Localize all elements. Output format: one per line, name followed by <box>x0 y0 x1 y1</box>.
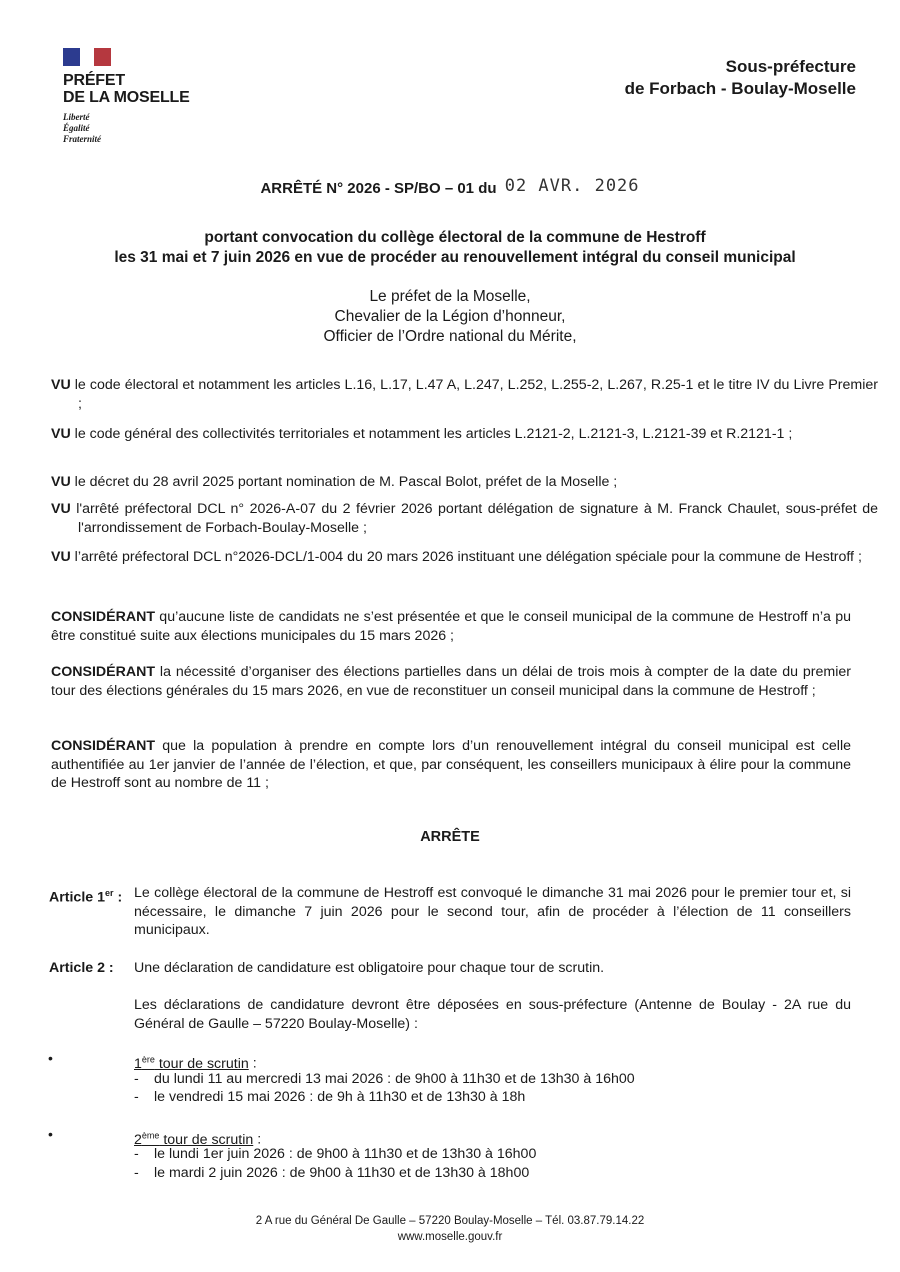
tour-label: tour de scrutin <box>159 1131 254 1148</box>
tour-label: tour de scrutin <box>154 1055 249 1072</box>
considerant-text: la nécessité d’organiser des élections partielles dans un délai de trois mois à compter de la date du premier tour des élections générales du 15 mars 2026, en vue de reconstituer un conseil municipal dans la commune de Hestroff ; <box>51 664 851 699</box>
article-1-label-text: Article 1 <box>49 889 105 906</box>
visa-item <box>51 376 878 413</box>
considerant-keyword: CONSIDÉRANT <box>51 609 156 625</box>
republic-motto <box>63 112 223 145</box>
article-1-text: Le collège électoral de la commune de Hestroff est convoqué le dimanche 31 mai 2026 pour le premier tour et, si nécessaire, le dimanche 7 juin 2026 pour le second tour, afin de procéder à l’élection de 11 conseillers municipaux. <box>134 885 851 938</box>
visa-item <box>51 473 878 492</box>
subpref-line-1: Sous-préfecture <box>725 57 856 76</box>
logo-title <box>63 72 223 106</box>
article-1-label <box>49 884 122 907</box>
decree-subject <box>40 228 870 268</box>
issuing-office <box>625 56 856 100</box>
subject-line-2: les 31 mai et 7 juin 2026 en vue de procéder au renouvellement intégral du conseil municipal <box>114 249 796 266</box>
prefect-line-1: Le préfet de la Moselle, <box>369 288 531 305</box>
date-stamp: 02 AVR. 2026 <box>504 176 640 196</box>
schedule-text: le mardi 2 juin 2026 : de 9h00 à 11h30 et de 13h30 à 18h00 <box>154 1165 530 1181</box>
logo-line-1: PRÉFET <box>63 72 125 89</box>
prefect-line-2: Chevalier de la Légion d’honneur, <box>334 308 566 325</box>
visa-text: l'arrêté préfectoral DCL n° 2026-A-07 du 2 février 2026 portant délégation de signature à M. Franck Chaulet, sous-préfet de l'arrondissement de Forbach-Boulay-Moselle ; <box>70 501 878 536</box>
schedule-text: le vendredi 15 mai 2026 : de 9h à 11h30 et de 13h30 à 18h <box>154 1089 526 1105</box>
schedule-text: le lundi 1er juin 2026 : de 9h00 à 11h30 et de 13h30 à 16h00 <box>154 1146 537 1162</box>
schedule-item <box>134 1164 529 1183</box>
article-2-text-2: Les déclarations de candidature devront être déposées en sous-préfecture (Antenne de Boulay - 2A rue du Général de Gaulle – 57220 Boulay-Moselle) : <box>134 997 851 1032</box>
considerant-item <box>51 737 851 793</box>
decree-number <box>0 178 900 198</box>
dash-icon: - <box>134 1089 139 1105</box>
bullet-icon: • <box>48 1126 53 1142</box>
visa-text: le code général des collectivités territoriales et notamment les articles L.2121-2, L.2121-3, L.2121-39 et R.2121-1 ; <box>70 426 793 442</box>
tour-sup: ère <box>141 1054 155 1064</box>
footer <box>0 1213 900 1245</box>
subpref-line-2: de Forbach - Boulay-Moselle <box>624 79 856 98</box>
motto-egalite: Égalité <box>63 123 90 133</box>
footer-website-link[interactable]: www.moselle.gouv.fr <box>397 1231 503 1243</box>
tour-number: 1 <box>134 1055 142 1072</box>
schedule-item <box>134 1070 635 1089</box>
visa-item <box>51 425 878 444</box>
visa-item <box>51 500 878 537</box>
visa-keyword: VU <box>51 549 71 565</box>
visa-keyword: VU <box>51 377 71 393</box>
prefect-line-3: Officier de l’Ordre national du Mérite, <box>323 328 577 345</box>
considerant-text: qu’aucune liste de candidats ne s’est présentée et que le conseil municipal de la commune de Hestroff n’a pu être constitué suite aux élections municipales du 15 mars 2026 ; <box>51 609 851 644</box>
visa-keyword: VU <box>51 501 71 517</box>
article-1-colon: : <box>113 889 123 906</box>
tour-colon: : <box>248 1055 257 1072</box>
dash-icon: - <box>134 1165 139 1181</box>
dash-icon: - <box>134 1071 139 1087</box>
visa-text: l’arrêté préfectoral DCL n°2026-DCL/1-004 du 20 mars 2026 instituant une délégation spéciale pour la commune de Hestroff ; <box>70 549 862 565</box>
article-2-label: Article 2 : <box>49 960 114 976</box>
marianne-flag-icon <box>63 48 111 66</box>
tour-colon: : <box>253 1131 262 1148</box>
article-2-text-1: Une déclaration de candidature est obligatoire pour chaque tour de scrutin. <box>134 960 605 976</box>
visa-keyword: VU <box>51 474 71 490</box>
dash-icon: - <box>134 1146 139 1162</box>
considerant-item <box>51 663 851 700</box>
visa-text: le décret du 28 avril 2025 portant nomination de M. Pascal Bolot, préfet de la Moselle ; <box>70 474 618 490</box>
tour-number: 2 <box>134 1131 142 1148</box>
prefecture-logo <box>63 48 223 145</box>
visa-keyword: VU <box>51 426 71 442</box>
considerant-item <box>51 608 851 645</box>
visa-text: le code électoral et notamment les articles L.16, L.17, L.47 A, L.247, L.252, L.255-2, L.267, R.25-1 et le titre IV du Livre Premier ; <box>70 377 878 412</box>
subject-line-1: portant convocation du collège électoral de la commune de Hestroff <box>204 229 706 246</box>
decree-number-text: ARRÊTÉ N° 2026 - SP/BO – 01 du <box>260 180 497 197</box>
bullet-icon: • <box>48 1050 53 1066</box>
considerant-keyword: CONSIDÉRANT <box>51 664 156 680</box>
tour-sup: ème <box>141 1130 160 1140</box>
considerant-keyword: CONSIDÉRANT <box>51 738 156 754</box>
schedule-text: du lundi 11 au mercredi 13 mai 2026 : de 9h00 à 11h30 et de 13h30 à 16h00 <box>154 1071 635 1087</box>
motto-liberte: Liberté <box>63 112 90 122</box>
motto-fraternite: Fraternité <box>63 134 102 144</box>
logo-line-2: DE LA MOSELLE <box>63 89 190 106</box>
visa-item <box>51 548 878 567</box>
prefect-titles <box>0 287 900 347</box>
schedule-item <box>134 1145 536 1164</box>
arrete-heading: ARRÊTE <box>420 829 480 845</box>
footer-address: 2 A rue du Général De Gaulle – 57220 Boulay-Moselle – Tél. 03.87.79.14.22 <box>255 1215 645 1227</box>
considerant-text: que la population à prendre en compte lors d’un renouvellement intégral du conseil municipal est celle authentifiée au 1er janvier de l’année de l’élection, et que, par conséquent, les conseillers municipaux à élire pour la commune de Hestroff sont au nombre de 11 ; <box>51 738 851 791</box>
article-1-sup: er <box>105 888 114 898</box>
schedule-item <box>134 1088 525 1107</box>
